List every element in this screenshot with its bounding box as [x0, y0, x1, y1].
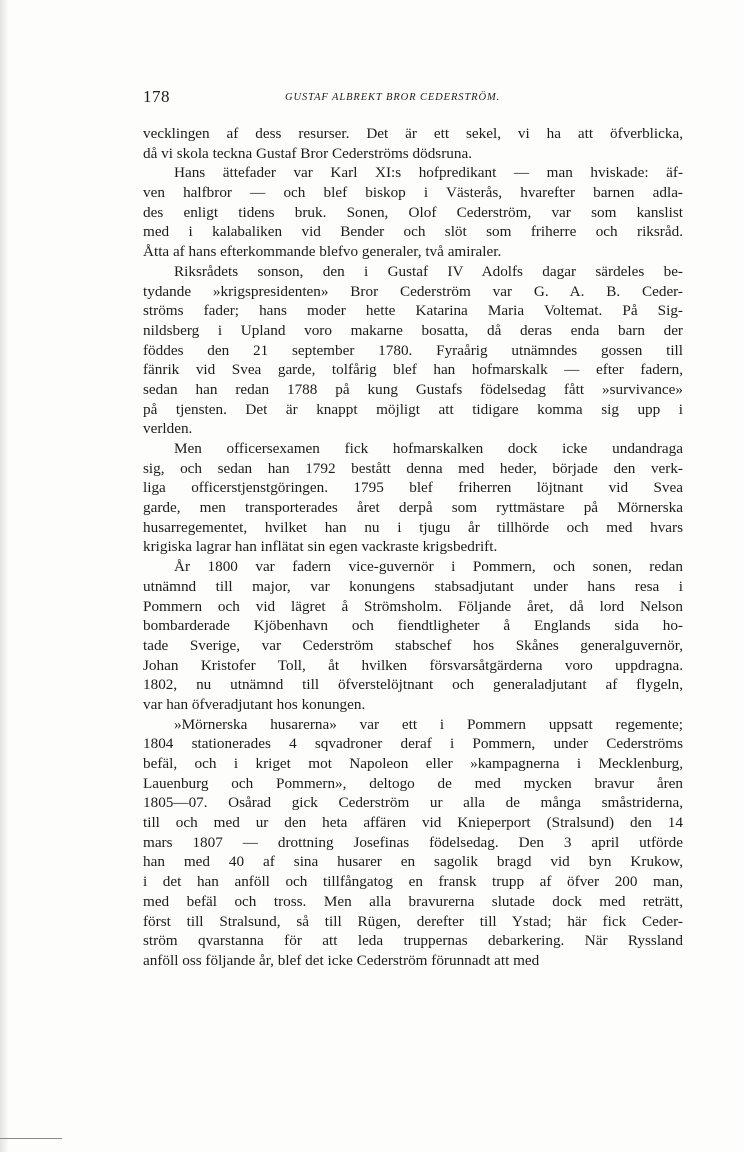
text-line: Riksrådets sonson, den i Gustaf IV Adolfs dagar särdeles be-: [174, 262, 683, 280]
page-header: [143, 86, 683, 110]
text-line: till och med ur den heta affären vid Knieperport (Stralsund) den 14: [143, 814, 683, 832]
text-line: tydande »krigspresidenten» Bror Cederström var G. A. B. Ceder-: [143, 282, 683, 300]
text-line: Pommern och vid lägret å Strömsholm. Följande året, då lord Nelson: [143, 597, 683, 615]
text-line: liga officerstjenstgöringen. 1795 blef friherren löjtnant vid Svea: [143, 479, 683, 497]
text-line: först till Stralsund, så till Rügen, derefter till Ystad; här fick Ceder-: [143, 912, 683, 930]
text-line: 1802, nu utnämnd till öfverstelöjtnant och generaladjutant af flygeln,: [143, 676, 683, 694]
text-line: garde, men transporterades året derpå som ryttmästare på Mörnerska: [143, 499, 683, 517]
text-line: Hans ättefader var Karl XI:s hofpredikant — man hviskade: äf-: [174, 164, 683, 182]
text-line: »Mörnerska husarerna» var ett i Pommern uppsatt regemente;: [174, 715, 683, 733]
body-text: [143, 124, 683, 971]
text-line: han med 40 af sina husarer en sagolik bragd vid byn Krukow,: [143, 853, 683, 871]
text-line: vecklingen af dess resurser. Det är ett sekel, vi ha att öfverblicka,: [143, 125, 683, 142]
text-line: ströms fader; hans moder hette Katarina Maria Voltemat. På Sig-: [143, 302, 683, 320]
text-line: mars 1807 — drottning Josefinas födelsedag. Den 3 april utförde: [143, 833, 683, 851]
text-line: i det han anföll och tillfångatog en fransk trupp af öfver 200 man,: [143, 873, 683, 891]
text-line: föddes den 21 september 1780. Fyraårig utnämndes gossen till: [143, 341, 683, 359]
text-line: med befäl och tross. Men alla bravurerna slutade dock med reträtt,: [143, 892, 683, 910]
paragraph: [143, 557, 683, 715]
text-line: År 1800 var fadern vice-guvernör i Pommern, och sonen, redan: [174, 558, 683, 576]
text-line: utnämnd till major, var konungens stabsadjutant under hans resa i: [143, 577, 683, 595]
running-head: GUSTAF ALBREKT BROR CEDERSTRÖM.: [285, 92, 501, 103]
text-line: anföll oss följande år, blef det icke Cederström förunnadt att med: [143, 951, 540, 969]
text-line: Åtta af hans efterkommande blefvo generaler, två amiraler.: [143, 243, 502, 261]
paragraph: [143, 715, 683, 971]
text-line: sedan han redan 1788 på kung Gustafs födelsedag fått »survivance»: [143, 380, 683, 398]
text-line: då vi skola teckna Gustaf Bror Cederströms dödsruna.: [143, 144, 472, 162]
text-line: krigiska lagrar han inflätat sin egen vackraste krigsbedrift.: [143, 538, 498, 556]
text-line: nildsberg i Upland voro makarne bosatta, då deras enda barn der: [143, 321, 683, 339]
text-line: bombarderade Kjöbenhavn och fiendtligheter å Englands sida ho-: [143, 617, 683, 635]
paragraph: [143, 439, 683, 557]
paragraph: [143, 124, 683, 163]
paragraph: [143, 163, 683, 261]
bottom-edge-rule: [0, 1138, 62, 1139]
text-line: des enligt tidens bruk. Sonen, Olof Cederström, var som kanslist: [143, 203, 683, 221]
text-line: ström qvarstanna för att leda truppernas debarkering. När Ryssland: [143, 932, 683, 950]
paragraph: [143, 262, 683, 439]
text-line: tade Sverige, var Cederström stabschef hos Skånes generalguvernör,: [143, 636, 683, 654]
page-gutter-edge: [0, 0, 9, 1152]
text-line: fänrik vid Svea garde, tolfårig blef han hofmarskalk — efter fadern,: [143, 361, 683, 379]
text-line: var han öfveradjutant hos konungen.: [143, 695, 366, 713]
text-line: 1804 stationerades 4 sqvadroner deraf i Pommern, under Cederströms: [143, 735, 683, 753]
page-number: 178: [143, 87, 170, 106]
text-line: befäl, och i kriget mot Napoleon eller »kampagnerna i Mecklenburg,: [143, 755, 683, 772]
text-line: verlden.: [143, 420, 193, 438]
text-line: Lauenburg och Pommern», deltogo de med mycken bravur åren: [143, 774, 683, 792]
text-line: 1805—07. Osårad gick Cederström ur alla de många småstriderna,: [143, 794, 683, 812]
text-line: med i kalabaliken vid Bender och slöt som friherre och riksråd.: [143, 223, 683, 241]
text-line: ven halfbror — och blef biskop i Västerås, hvarefter barnen adla-: [143, 184, 683, 202]
text-line: Johan Kristofer Toll, åt hvilken försvarsåtgärderna voro uppdragna.: [143, 656, 683, 674]
text-line: Men officersexamen fick hofmarskalken dock icke undandraga: [174, 440, 683, 457]
text-line: på tjensten. Det är knappt möjligt att tidigare komma sig upp i: [143, 400, 683, 418]
text-line: husarregementet, hvilket han nu i tjugu år tillhörde och med hvars: [143, 518, 683, 536]
text-line: sig, och sedan han 1792 bestått denna med heder, började den verk-: [143, 459, 683, 477]
